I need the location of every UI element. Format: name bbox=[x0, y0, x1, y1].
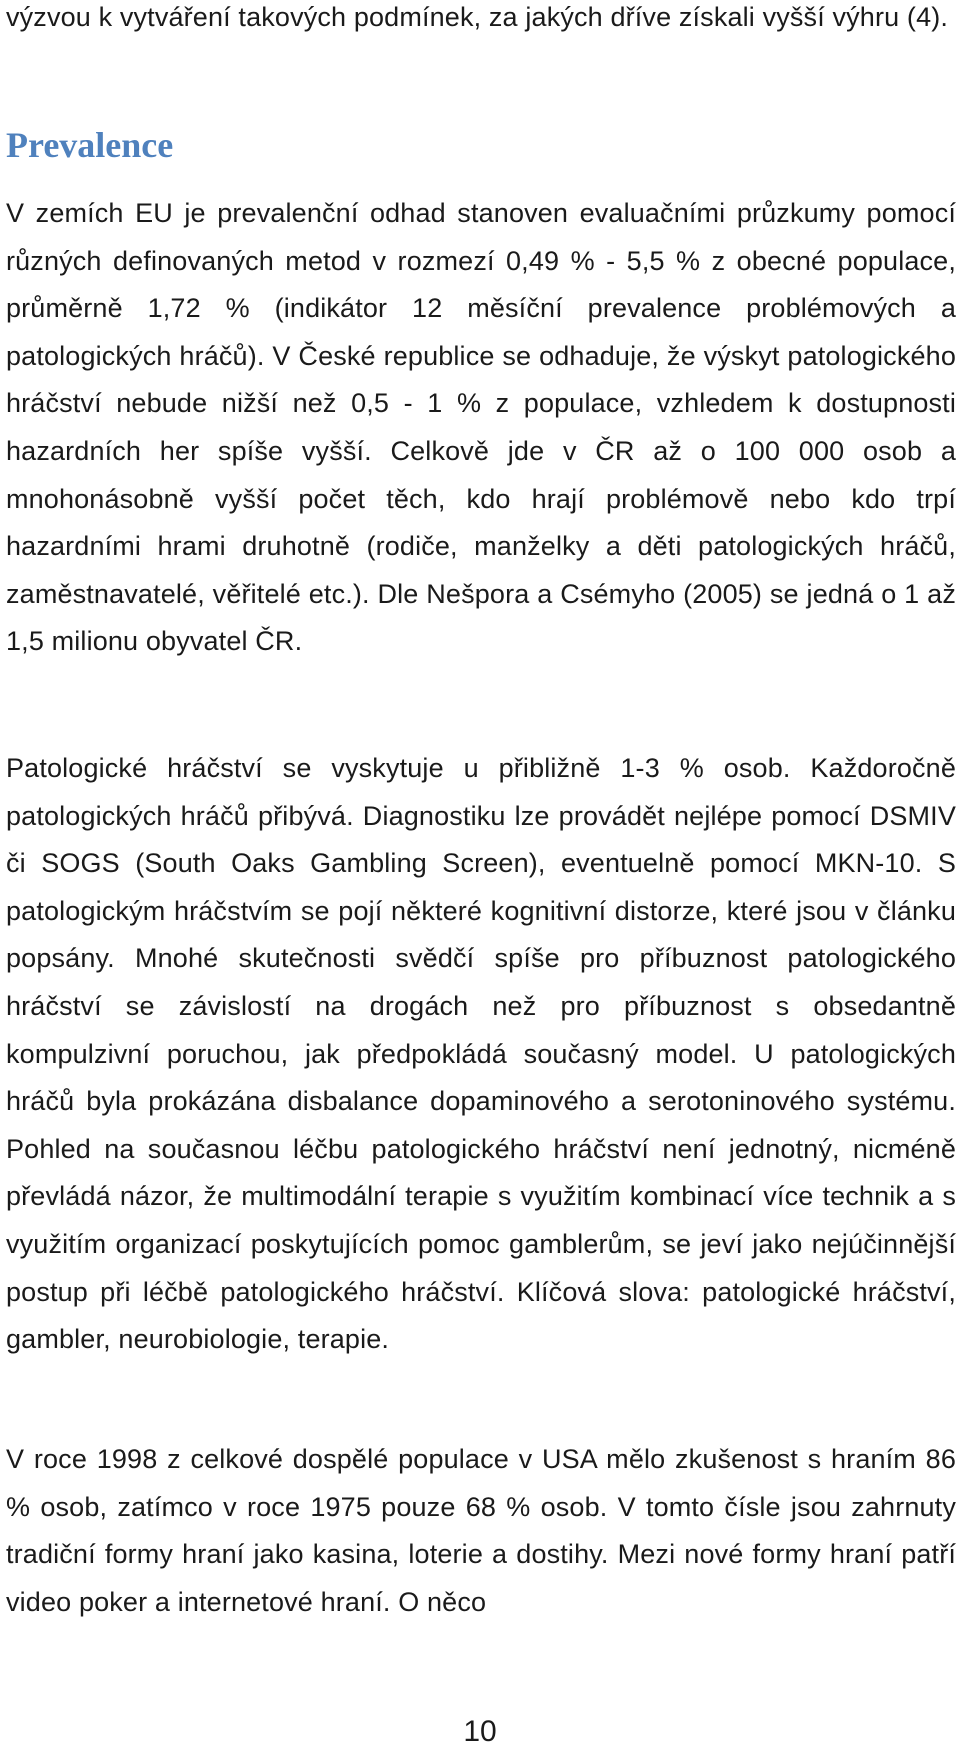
body-paragraph-3: V roce 1998 z celkové dospělé populace v USA mělo zkušenost s hraním 86 % osob, zatímco v roce 1975 pouze 68 % osob. V tomto čísle jsou zahrnuty tradiční formy hraní jako kasina, loterie a dostihy. Mezi nové formy hraní patří video poker a internetové hraní. O něco bbox=[6, 1444, 956, 1617]
body-paragraph-2: Patologické hráčství se vyskytuje u přibližně 1-3 % osob. Každoročně patologických hráčů přibývá. Diagnostiku lze provádět nejlépe pomocí DSMIV či SOGS (South Oaks Gambling Screen), eventuelně pomocí MKN-10. S patologickým hráčstvím se pojí některé kognitivní distorze, které jsou v článku popsány. Mnohé skutečnosti svědčí spíše pro příbuznost patologického hráčství se závislostí na drogách než pro příbuznost s obsedantně kompulzivní poruchou, jak předpokládá současný model. U patologických hráčů byla prokázána disbalance dopaminového a serotoninového systému. Pohled na současnou léčbu patologického hráčství není jednotný, nicméně převládá názor, že multimodální terapie s využitím kombinací více technik a s využitím organizací poskytujících pomoc gamblerům, se jeví jako nejúčinnější postup při léčbě patologického hráčství. Klíčová slova: patologické hráčství, gambler, neurobiologie, terapie. bbox=[6, 753, 956, 1355]
page-number: 10 bbox=[463, 1715, 497, 1748]
intro-paragraph: výzvou k vytváření takových podmínek, za jakých dříve získali vyšší výhru (4). bbox=[6, 2, 949, 32]
section-heading: Prevalence bbox=[6, 125, 174, 165]
body-paragraph-1: V zemích EU je prevalenční odhad stanoven evaluačními průzkumy pomocí různých definovaných metod v rozmezí 0,49 % - 5,5 % z obecné populace, průměrně 1,72 % (indikátor 12 měsíční prevalence problémových a patologických hráčů). V České republice se odhaduje, že výskyt patologického hráčství nebude nižší než 0,5 - 1 % z populace, vzhledem k dostupnosti hazardních her spíše vyšší. Celkově jde v ČR až o 100 000 osob a mnohonásobně vyšší počet těch, kdo hrají problémově nebo kdo trpí hazardními hrami druhotně (rodiče, manželky a děti patologických hráčů, zaměstnavatelé, věřitelé etc.). Dle Nešpora a Csémyho (2005) se jedná o 1 až 1,5 milionu obyvatel ČR. bbox=[6, 198, 956, 657]
